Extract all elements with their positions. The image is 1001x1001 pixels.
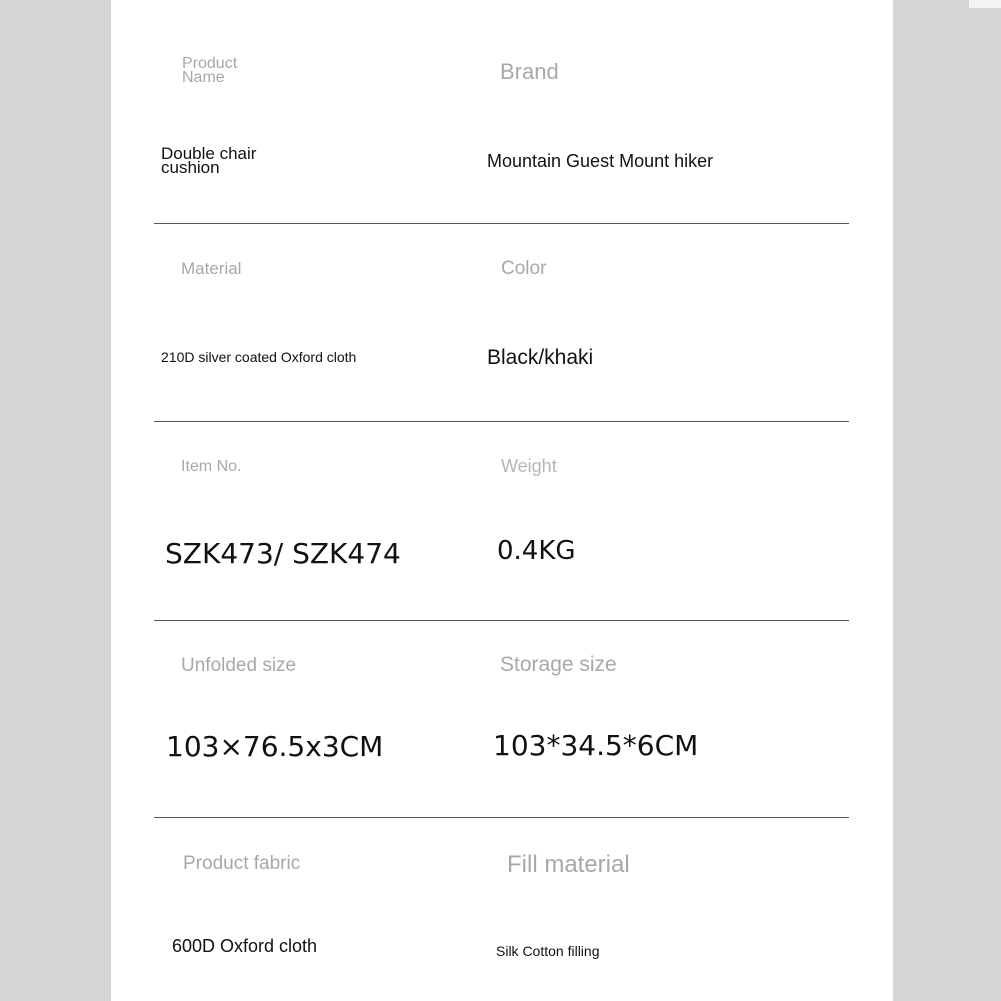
product-name-value: Double chair cushion <box>161 144 257 177</box>
color-value: Black/khaki <box>487 346 594 369</box>
brand-value: Mountain Guest Mount hiker <box>487 151 714 171</box>
product-fabric-value: 600D Oxford cloth <box>172 936 318 956</box>
row-divider <box>154 421 849 422</box>
fill-material-value: Silk Cotton filling <box>496 943 600 959</box>
corner-highlight <box>969 0 1001 8</box>
product-fabric-label: Product fabric <box>183 853 301 874</box>
row-divider <box>154 223 849 224</box>
weight-value: 0.4KG <box>497 536 576 566</box>
product-name-label: Product Name <box>182 55 238 86</box>
fill-material-label: Fill material <box>507 851 630 878</box>
storage-size-label: Storage size <box>500 653 617 676</box>
item-no-value: SZK473/ SZK474 <box>165 537 401 570</box>
material-label: Material <box>181 259 242 278</box>
brand-label: Brand <box>500 59 559 84</box>
unfolded-size-value: 103×76.5x3CM <box>166 730 384 763</box>
unfolded-size-label: Unfolded size <box>181 655 297 676</box>
weight-label: Weight <box>501 456 557 476</box>
spec-sheet <box>111 0 893 1001</box>
row-divider <box>154 620 849 621</box>
storage-size-value: 103*34.5*6CM <box>493 729 699 762</box>
item-no-label: Item No. <box>181 458 242 475</box>
material-value: 210D silver coated Oxford cloth <box>161 349 357 365</box>
row-divider <box>154 817 849 818</box>
color-label: Color <box>501 258 547 279</box>
